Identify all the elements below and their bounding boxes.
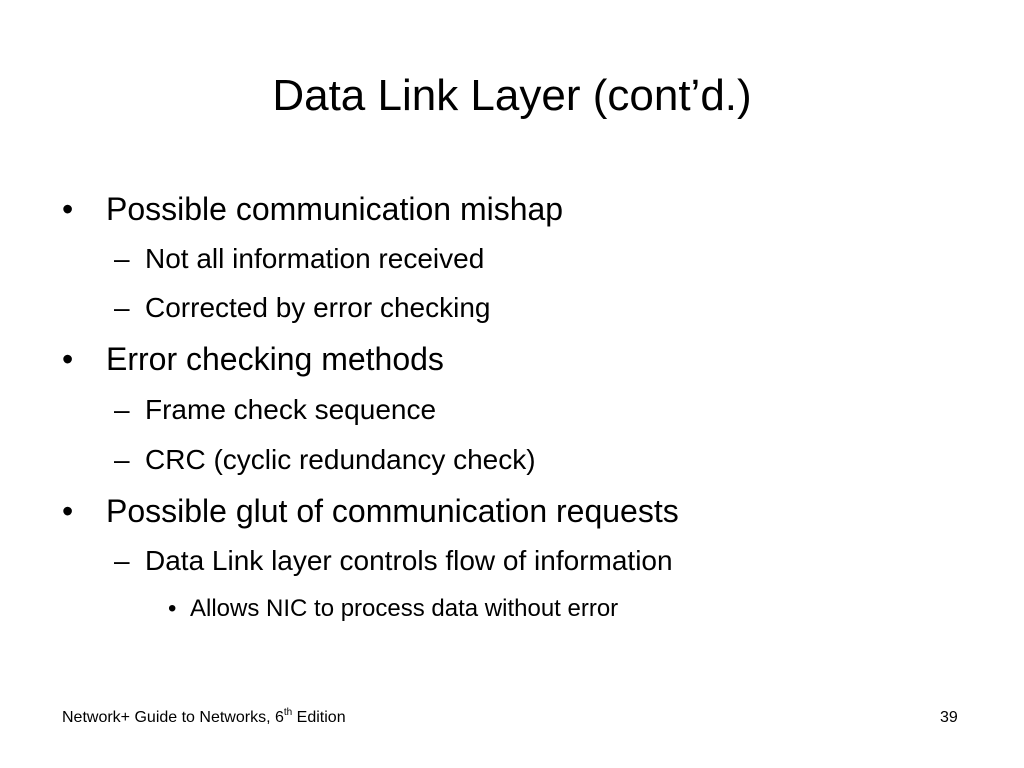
bullet-text: Possible glut of communication requests bbox=[106, 493, 679, 529]
bullet-text: Not all information received bbox=[145, 243, 485, 274]
bullet-text: Allows NIC to process data without error bbox=[190, 595, 619, 622]
bullet-level2 bbox=[114, 392, 436, 428]
bullet-text: Possible communication mishap bbox=[106, 191, 564, 227]
footer-book-suffix: Edition bbox=[292, 709, 346, 726]
bullet-text: Data Link layer controls flow of information bbox=[145, 545, 673, 576]
bullet-marker: • bbox=[62, 493, 74, 529]
dash-marker: – bbox=[114, 394, 130, 425]
page-number: 39 bbox=[940, 709, 958, 726]
dash-marker: – bbox=[114, 545, 130, 576]
bullet-level2 bbox=[114, 290, 490, 326]
dash-marker: – bbox=[114, 292, 130, 323]
bullet-level2 bbox=[114, 543, 673, 579]
bullet-text: CRC (cyclic redundancy check) bbox=[145, 444, 536, 475]
bullet-level2 bbox=[114, 442, 536, 478]
footer-book-superscript: th bbox=[283, 706, 293, 718]
footer-book-prefix: Network+ Guide to Networks, 6 bbox=[62, 709, 284, 726]
footer-book-title bbox=[62, 707, 346, 729]
bullet-marker: • bbox=[62, 341, 74, 377]
bullet-text: Frame check sequence bbox=[145, 394, 437, 425]
bullet-level1 bbox=[62, 491, 679, 531]
bullet-text: Error checking methods bbox=[106, 341, 444, 377]
bullet-level2 bbox=[114, 241, 484, 277]
bullet-level1 bbox=[62, 339, 444, 379]
bullet-marker: • bbox=[168, 595, 177, 622]
bullet-level1 bbox=[62, 189, 563, 229]
dash-marker: – bbox=[114, 444, 130, 475]
slide-title: Data Link Layer (cont’d.) bbox=[272, 71, 752, 120]
bullet-level3 bbox=[168, 594, 618, 624]
bullet-text: Corrected by error checking bbox=[145, 292, 491, 323]
bullet-marker: • bbox=[62, 191, 74, 227]
dash-marker: – bbox=[114, 243, 130, 274]
